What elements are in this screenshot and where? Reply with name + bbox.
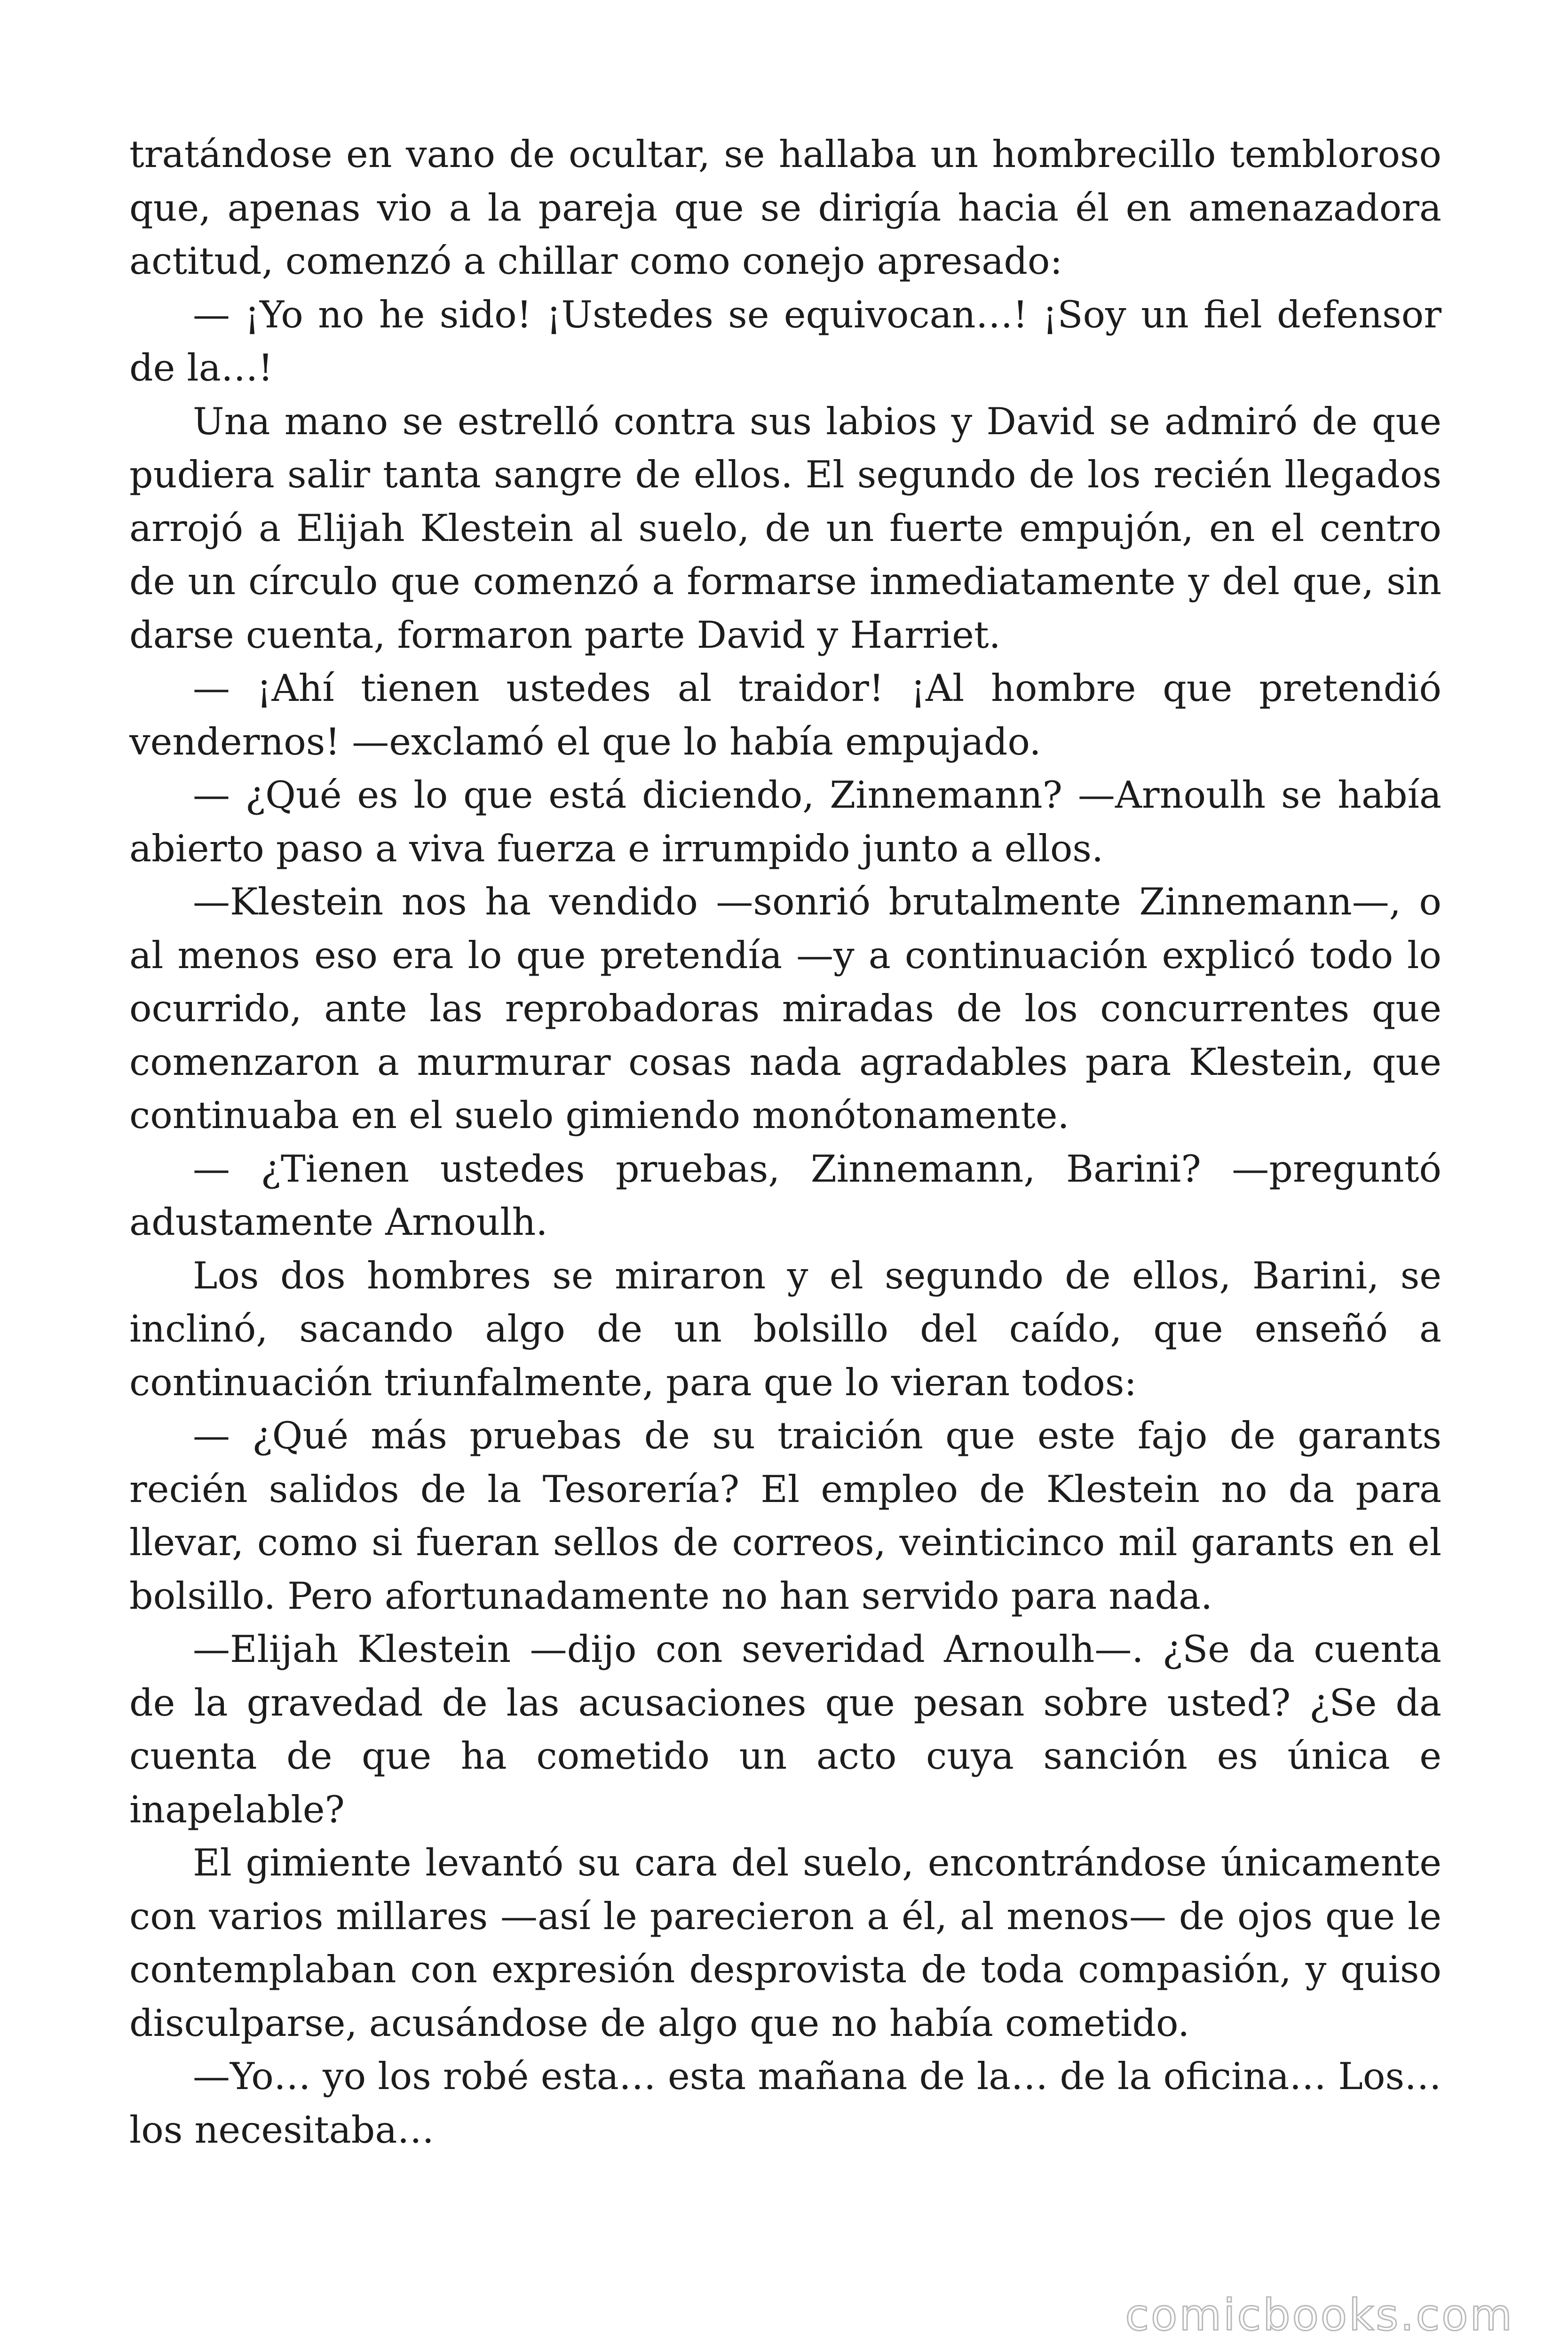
paragraph: Una mano se estrelló contra sus labios y David se admiró de que pudiera salir tanta sangre de ellos. El segundo de los recién llegados arrojó a Elijah Klestein al suelo, de un fuerte empujón, en el centro de un círculo que comenzó a formarse inmediatamente y del que, sin darse cuenta, formaron parte David y Harriet. xyxy=(129,399,1441,657)
body-text xyxy=(129,128,1441,2157)
paragraph: — ¿Qué es lo que está diciendo, Zinnemann? —Arnoulh se había abierto paso a viva fuerza e irrumpido junto a ellos. xyxy=(129,773,1441,870)
paragraph: —Klestein nos ha vendido —sonrió brutalmente Zinnemann—, o al menos eso era lo que pretendía —y a continuación explicó todo lo ocurrido, ante las reprobadoras miradas de los concurrentes que comenzaron a murmurar cosas nada agradables para Klestein, que continuaba en el suelo gimiendo monótonamente. xyxy=(129,880,1441,1137)
paragraph: —Elijah Klestein —dijo con severidad Arnoulh—. ¿Se da cuenta de la gravedad de las acusaciones que pesan sobre usted? ¿Se da cuenta de que ha cometido un acto cuya sanción es única e inapelable? xyxy=(129,1628,1441,1831)
paragraph: El gimiente levantó su cara del suelo, encontrándose únicamente con varios millares —así le parecieron a él, al menos— de ojos que le contemplaban con expresión desprovista de toda compasión, y quiso disculparse, acusándose de algo que no había cometido. xyxy=(129,1841,1441,2045)
paragraph: — ¿Qué más pruebas de su traición que este fajo de garants recién salidos de la Tesorería? El empleo de Klestein no da para llevar, como si fueran sellos de correos, veinticinco mil garants en el bolsillo. Pero afortunadamente no han servido para nada. xyxy=(129,1414,1441,1618)
watermark: comicbooks.com xyxy=(1125,2290,1514,2340)
paragraph: — ¡Ahí tienen ustedes al traidor! ¡Al hombre que pretendió vendernos! —exclamó el que lo había empujado. xyxy=(129,667,1441,763)
paragraph: — ¿Tienen ustedes pruebas, Zinnemann, Barini? —preguntó adustamente Arnoulh. xyxy=(129,1147,1441,1244)
paragraph: — ¡Yo no he sido! ¡Ustedes se equivocan…! ¡Soy un fiel defensor de la…! xyxy=(129,293,1441,389)
paragraph: —Yo… yo los robé esta… esta mañana de la… de la oficina… Los… los necesitaba… xyxy=(129,2055,1441,2152)
paragraph: tratándose en vano de ocultar, se hallaba un hombrecillo tembloroso que, apenas vio a la pareja que se dirigía hacia él en amenazadora actitud, comenzó a chillar como conejo apresado: xyxy=(129,133,1441,283)
paragraph: Los dos hombres se miraron y el segundo de ellos, Barini, se inclinó, sacando algo de un bolsillo del caído, que enseñó a continuación triunfalmente, para que lo vieran todos: xyxy=(129,1254,1441,1404)
